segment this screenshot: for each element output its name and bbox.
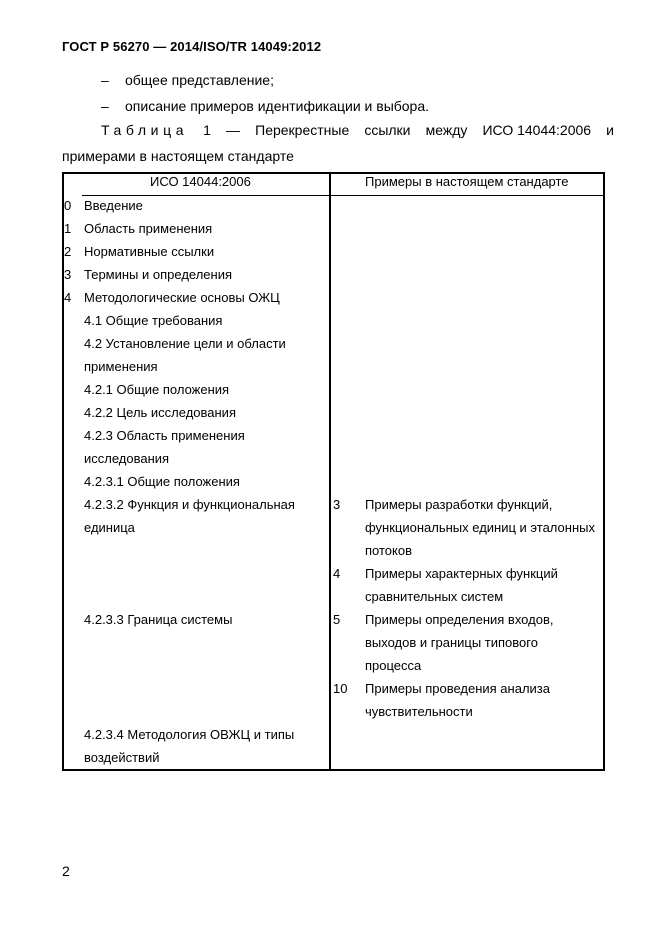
left-cell-line: Введение [84,198,143,213]
right-cell-line: Примеры разработки функций, [365,497,553,512]
right-cell-line: потоков [365,543,412,558]
left-cell-line: исследования [84,451,170,466]
bullet-dash: – [101,98,109,114]
left-cell-line: применения [84,359,158,374]
bullet-text: общее представление; [125,72,274,88]
left-cell-line: 4.2.3.2 Функция и функциональная [84,497,295,512]
left-cell-line: 4.2.3.1 Общие положения [84,474,240,489]
table-caption [101,122,614,138]
left-cell-line: Термины и определения [84,267,233,282]
left-cell-line: 4.1 Общие требования [84,313,223,328]
example-number: 10 [333,681,348,696]
bullet-item [101,72,274,88]
table-column-divider [329,172,331,771]
document-header: ГОСТ Р 56270 — 2014/ISO/TR 14049:2012 [62,39,322,54]
right-cell-line: выходов и границы типового [365,635,538,650]
left-cell-line: 4.2.3.4 Методология ОВЖЦ и типы [84,727,295,742]
left-cell-line: 4.2.1 Общие положения [84,382,230,397]
left-cell-line: Область применения [84,221,213,236]
page-number: 2 [62,863,70,879]
right-cell-line: Примеры проведения анализа [365,681,550,696]
section-number: 3 [64,267,72,282]
example-number: 5 [333,612,341,627]
bullet-text: описание примеров идентификации и выбора. [125,98,430,114]
caption-label: Таблица [101,122,189,138]
section-number: 1 [64,221,72,236]
section-number: 0 [64,198,72,213]
caption-word: ИСО 14044:2006 [482,122,592,138]
bullet-item [101,98,429,114]
right-cell-line: чувствительности [365,704,473,719]
section-number: 2 [64,244,72,259]
example-number: 4 [333,566,341,581]
left-cell-line: 4.2 Установление цели и области [84,336,286,351]
left-cell-line: единица [84,520,135,535]
caption-word: ссылки [364,122,411,138]
table-header-right: Примеры в настоящем стандарте [365,174,569,189]
caption-number: 1 [203,122,211,138]
table-caption-continuation: примерами в настоящем стандарте [62,148,294,164]
section-number: 4 [64,290,72,305]
left-cell-line: воздействий [84,750,160,765]
left-cell-line: Методологические основы ОЖЦ [84,290,280,305]
caption-word: между [425,122,468,138]
bullet-dash: – [101,72,109,88]
left-cell-line: 4.2.3 Область применения [84,428,245,443]
right-cell-line: функциональных единиц и эталонных [365,520,595,535]
left-cell-line: 4.2.3.3 Граница системы [84,612,233,627]
table-header-left: ИСО 14044:2006 [150,174,251,189]
caption-word: Перекрестные [255,122,350,138]
example-number: 3 [333,497,341,512]
left-cell-line: Нормативные ссылки [84,244,215,259]
caption-dash: — [226,122,241,138]
right-cell-line: Примеры характерных функций [365,566,558,581]
caption-word: и [606,122,614,138]
right-cell-line: сравнительных систем [365,589,504,604]
table-header-rule [330,195,605,196]
right-cell-line: Примеры определения входов, [365,612,554,627]
left-cell-line: 4.2.2 Цель исследования [84,405,236,420]
right-cell-line: процесса [365,658,422,673]
